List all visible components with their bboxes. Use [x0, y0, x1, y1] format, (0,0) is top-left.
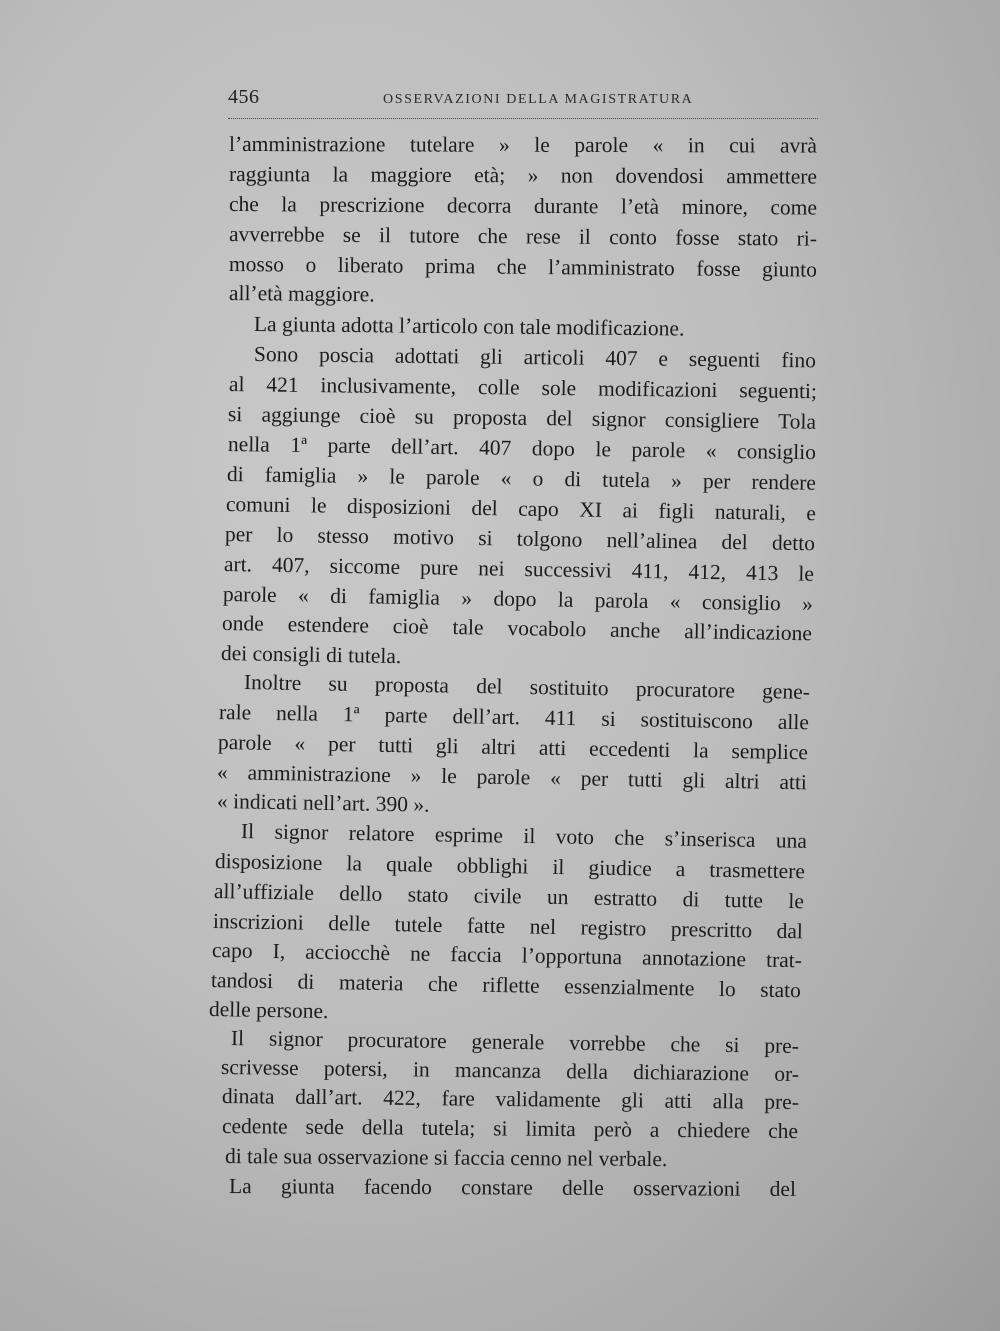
text-line: avverrebbe se il tutore che rese il conto fosse stato ri- [228, 222, 818, 251]
text-line: si aggiunge cioè su proposta del signor consigliere Tola [227, 402, 817, 434]
text-line: raggiunta la maggiore età; » non dovendosi ammettere [228, 162, 818, 189]
text-line: Il signor relatore esprime il voto che s’inserisca una [240, 819, 808, 853]
text-line: parole « per tutti gli altri atti eccedenti la semplice [217, 730, 809, 765]
text-line: dei consigli di tutela. [220, 641, 402, 669]
text-line: nella 1ª parte dell’art. 407 dopo le parole « consiglio [227, 432, 817, 465]
text-line: all’uffiziale dello stato civile un estratto di tutte le [213, 879, 805, 914]
text-line: art. 407, siccome pure nei successivi 411, 412, 413 le [223, 552, 815, 586]
text-line: che la prescrizione decorra durante l’età minore, come [228, 192, 818, 220]
text-line: « indicati nell’art. 390 ». [216, 789, 430, 817]
running-title: OSSERVAZIONI DELLA MAGISTRATURA [383, 92, 694, 107]
text-line: di famiglia » le parole « o di tutela » per rendere [226, 462, 817, 495]
text-line: all’età maggiore. [228, 281, 375, 307]
page-number: 456 [228, 86, 260, 108]
text-line: per lo stesso motivo si tolgono nell’alinea del detto [224, 522, 816, 556]
text-line: al 421 inclusivamente, colle sole modificazioni seguenti; [228, 372, 818, 404]
text-line: La giunta adotta l’articolo con tale modificazione. [253, 312, 685, 341]
text-line: rale nella 1ª parte dell’art. 411 si sostituiscono alle [218, 700, 810, 735]
text-line: comuni le disposizioni del capo XI ai figli naturali, e [225, 492, 817, 526]
text-line: tandosi di materia che riflette essenzialmente lo stato [210, 968, 802, 1003]
text-line: scrivesse potersi, in mancanza della dichiarazione or- [220, 1055, 800, 1087]
text-line: La giunta facendo constare delle osservazioni del [228, 1174, 797, 1201]
text-line: Sono poscia adottati gli articoli 407 e seguenti fino [253, 342, 817, 373]
text-line: disposizione la quale obblighi il giudice a trasmettere [214, 849, 806, 884]
text-line: di tale sua osservazione si faccia cenno nel verbale. [224, 1144, 668, 1172]
text-line: mosso o liberato prima che l’amministrato fosse giunto [228, 252, 818, 282]
text-line: delle persone. [208, 997, 329, 1024]
text-line: Il signor procuratore generale vorrebbe che si pre- [230, 1026, 800, 1058]
text-line: parole « di famiglia » dopo la parola « consiglio » [222, 582, 814, 616]
text-line: « amministrazione » le parole « per tutti gli altri atti [216, 760, 808, 795]
text-line: onde estendere cioè tale vocabolo anche all’indicazione [221, 611, 813, 646]
text-line: cedente sede della tutela; si limita però a chiedere che [221, 1114, 799, 1144]
text-line: dinata dall’art. 422, fare validamente gli atti alla pre- [221, 1084, 800, 1115]
text-line: l’amministrazione tutelare » le parole « in cui avrà [228, 132, 818, 158]
text-line: Inoltre su proposta del sostituito procuratore gene- [243, 670, 811, 704]
text-line: inscrizioni delle tutele fatte nel registro prescritto dal [212, 909, 804, 944]
text-line: capo I, acciocchè ne faccia l’opportuna annotazione trat- [211, 938, 803, 973]
